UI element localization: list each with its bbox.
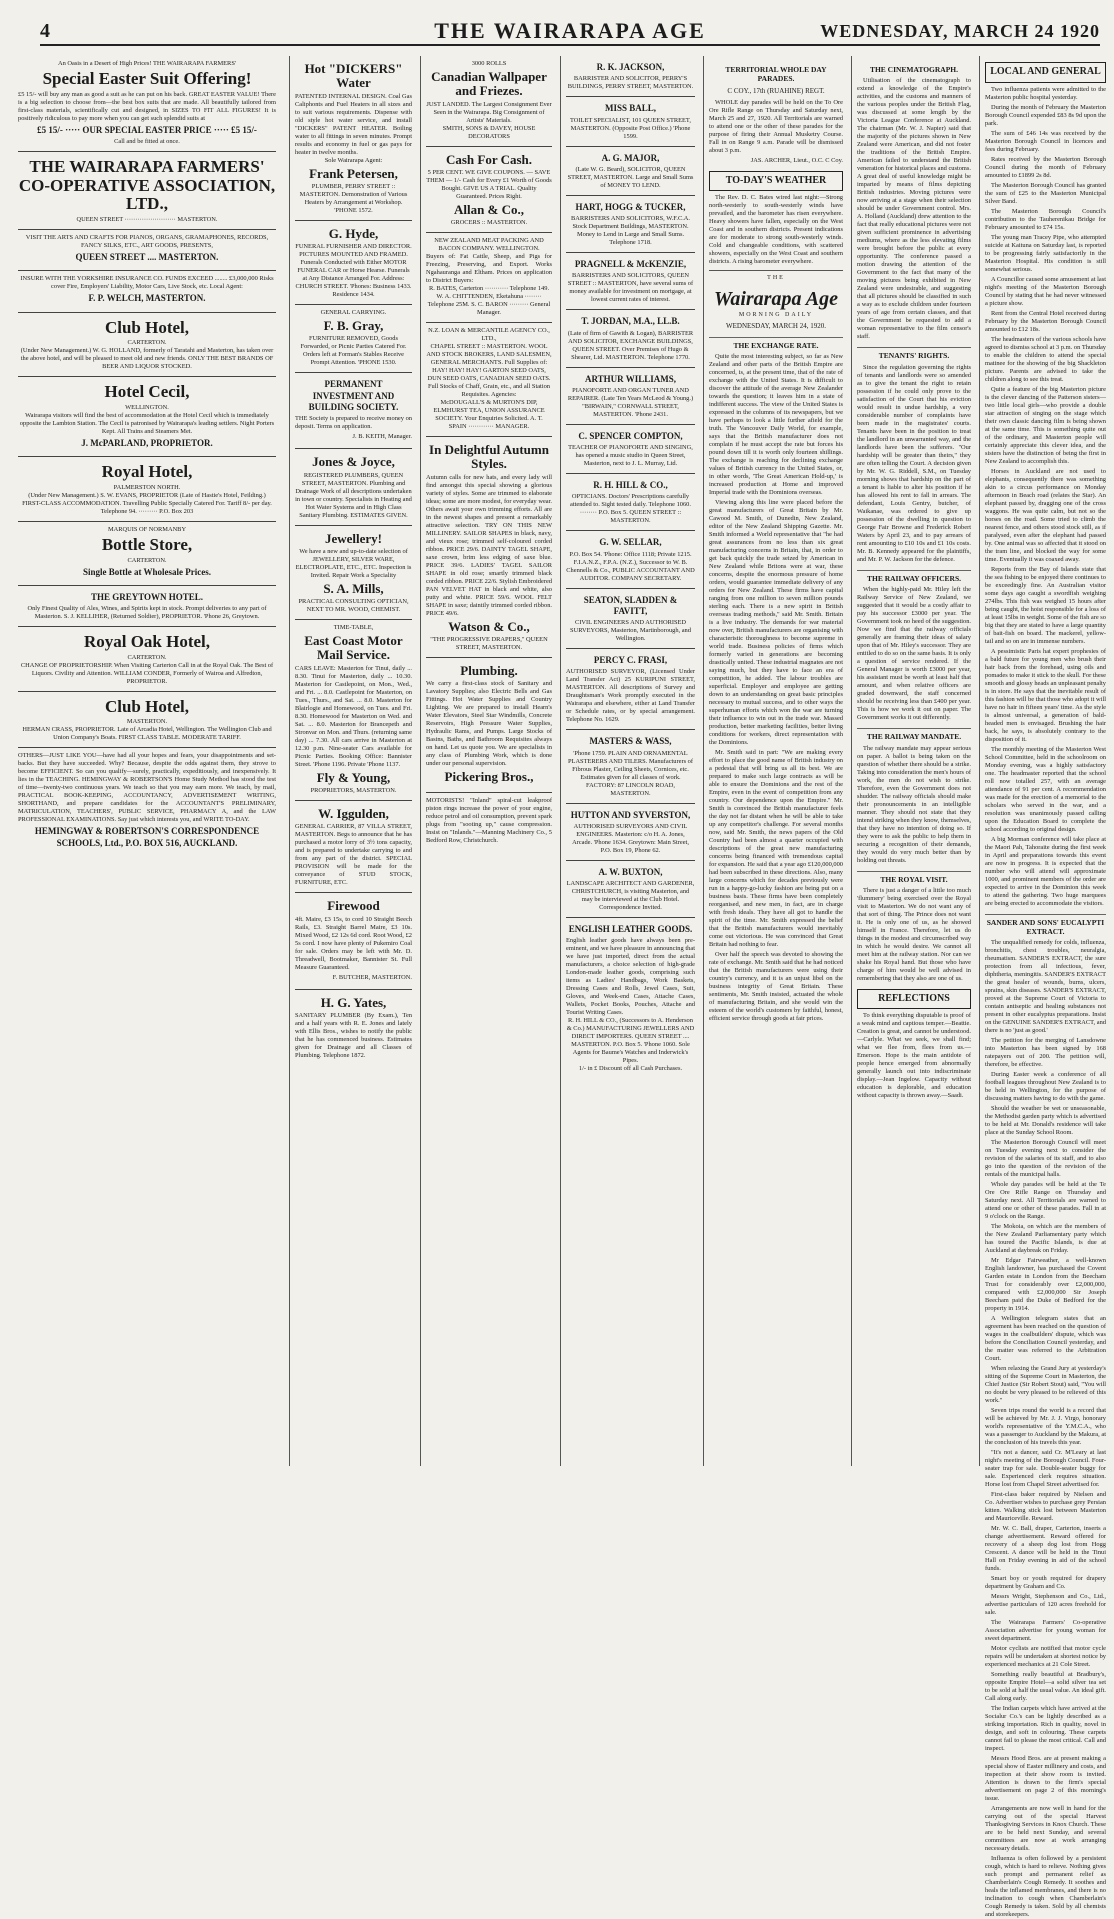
ad-body: We carry a first-class stock of Sanitary and Lavatory Supplies; also Electric Bells and Gas Fittings. Hot Water Supplies and Country Lighting. We are prepared to install Hearn's Water Elevators, Steel Star Windmills, Concrete Reservoirs, High Pressure Water Supplies, Hydraulic Rams, and Pumps. Large Stocks of Basins, Baths, and Bathroom Requisites always on hand. Let us quote you. We are specialists in any class of Plumbing Work, which is done under our personal supervision.: [426, 680, 552, 768]
card-sellar: [566, 531, 695, 588]
ad-body: 'Phone 1759. PLAIN AND ORNAMENTAL PLASTERERS AND TILERS. Manufacturers of Fibrous Plaster, Ceiling Sheets, Cornices, etc. Estimates given for all classes of work. FACTORY: 87 LINCOLN ROAD, MASTERTON.: [567, 749, 694, 797]
ad-body: BARRISTER AND SOLICITOR, PERRY'S BUILDINGS, PERRY STREET, MASTERTON.: [567, 75, 694, 91]
article-paragraph: Mr. Smith said in part: "We are making every effort to place the good name of British industry on a pedestal that will bring us all its best. We are prepared to make such large contracts as will be able to ensure the Dominions and the rest of the Empire, even in the event of competition from any country. Our dependence upon the Empire." Mr. Smith is convinced the British manufacturer feels the day not far distant when he will be able to take up any competitor's challenge. For several months now, said Mr. Smith, the news papers of the Old Country had been almost a quarter occupied with descriptions of the great new manufacturing concerns being financed with tremendous capital for expansion. He said that a year ago £120,000,000 had been subscribed in these directions. Also, many large concerns which for decades previously were run in a happy-go-lucky fashion are being put on a business basis. These firms have been completely reorganised, and new men, in fact, are in charge with fresh ideals. They have all got to handle the spirit of the time. Mr. Smith expressed the belief that the British manufacturers would inevitably come out victorious. He was convinced that Great Britain had nothing to fear.: [709, 749, 843, 949]
ad-body: PATENTED INTERNAL DESIGN. Coal Gas Caliphonts and Fuel Heaters in all sizes and to suit various requirements. Dispense with old style hot water service, and install "DICKERS" PATENT HEATER. Boiling water to all fittings in seven minutes. Prompt results and economy in fuel or gas pays for heater in twelve months.: [295, 92, 412, 156]
section-heading: SANDER AND SONS' EUCALYPTI EXTRACT.: [985, 914, 1106, 937]
ad-title: Allan & Co.,: [453, 201, 525, 217]
ad-body: SANITARY PLUMBER (By Exam.), Ten and a half years with R. E. Jones and lately with Ellis Bros., wishes to notify the public that he has commenced business. Estimates given for Drainage and all Classes of Plumbing. Telephone 1872.: [295, 1011, 412, 1059]
news-item: First-class baker required by Nielsen and Co. Advertiser wishes to purchase grey Persian kitten. Walking stick lost between Masterton and Mauriceville. Reward.: [985, 1491, 1106, 1523]
ad-body: GROCERS :: MASTERTON.: [450, 219, 528, 227]
news-item: Motor cyclists are notified that motor cycle repairs will be undertaken at shortest notice by experienced mechanics at 21 Cole Street.: [985, 1645, 1106, 1669]
news-item: A Wellington telegram states that an agreement has been reached on the question of wages in the coalbuilders' dispute, which was before the Conciliation Council yesterday, and the matter was referred to the Arbitration Court.: [985, 1315, 1106, 1363]
ad-title: Club Hotel,: [104, 317, 190, 337]
ad-title: Pickering Bros.,: [444, 769, 534, 785]
news-item: Something really beautiful at Bradbury's, opposite Empire Hotel—a solid silver tea set to be sold at half the usual value. An ideal gift. Call along early.: [985, 1671, 1106, 1703]
ad-body: (Late of firm of Gawith & Logan), BARRISTER AND SOLICITOR, EXCHANGE BUILDINGS, QUEEN STREET. Over Premises of Hugo & Shearer, Ltd. MASTERTON. Telephone 1770.: [567, 329, 694, 361]
news-item: Messrs Wright, Stephenson and Co., Ltd., advertise particulars of 120 acres freehold for sale.: [985, 1593, 1106, 1617]
ad-body: Single Bottle at Wholesale Prices.: [82, 566, 212, 577]
article-signature: JAS. ARCHER, Lieut., O.C. C Coy.: [750, 156, 843, 164]
ad-body: AUTHORISED SURVEYOR, (Licensed Under Land Transfer Act) 25 KURIPUNI STREET, MASTERTON. All descriptions of Survey and Draughtsman's Work promptly executed in the Wairarapa and elsewhere, either at Land Transfer or Schedule rates, or by special arrangement. Telephone No. 1629.: [566, 668, 695, 724]
column-7: [979, 56, 1111, 1919]
ad-body: LANDSCAPE ARCHITECT AND GARDENER, CHRISTCHURCH, is visiting Masterton, and may be interviewed at the Club Hotel. Correspondence Invited.: [566, 880, 695, 911]
ad-body: PLUMBER, PERRY STREET :: MASTERTON. Demonstration of Various Heaters by Arrangement at Workshop. 'PHONE 1572.: [299, 182, 408, 214]
ad-body: VISIT THE ARTS AND CRAFTS FOR PIANOS, ORGANS, GRAMAPHONES, RECORDS, FANCY SILKS, ETC., ART GOODS, PRESENTS,: [25, 234, 269, 249]
correspondence-school-ad: [18, 748, 276, 856]
ad-title: Cash For Cash.: [445, 151, 533, 167]
ad-body: REGISTERED PLUMBERS, QUEEN STREET, MASTERTON. Plumbing and Drainage Work of all descriptions undertaken in town or country. Specialists in Heating and Hot Water Systems and in High Class Sanitary Plumbing. ESTIMATES GIVEN.: [295, 471, 412, 519]
news-item: "It's not a dancer, said Cr. M'Leary at last night's meeting of the Borough Council. Four-seater trap for sale. Double-seater buggy for sale. Experienced clerk requires situation. Horse lost from Chapel Street advertised for.: [985, 1449, 1106, 1489]
news-item: Arrangements are now well in hand for the carrying out of the special Harvest Thanksgiving Services in Knox Church. These are to be held next Sunday, and several committees are now at work arranging necessary details.: [985, 1805, 1106, 1853]
card-masters-wass: [566, 730, 695, 803]
news-item: The petition for the merging of Lansdowne into Masterton has been signed by 168 ratepayers out of 200. The petition will, therefore, be effective.: [985, 1037, 1106, 1069]
ad-title: C. SPENCER COMPTON,: [578, 430, 683, 441]
column-4: [560, 56, 700, 1466]
ad-title: East Coast Motor Mail Service.: [304, 633, 403, 663]
ad-body: P.O. Box 54. 'Phone: Office 1118; Private 1215. F.I.A.N.Z., F.P.A. (N.Z.), Successor to W. B. Chennells & Co., PUBLIC ACCOUNTANT AND AUDITOR. COMPANY SECRETARY.: [566, 550, 695, 582]
ad-town: CARTERTON.: [127, 339, 167, 347]
card-major: [566, 147, 695, 196]
news-item: Seven trips round the world is a record that will be achieved by Mr. J. J. Virgo, honorary world's representative of the Y.M.C.A., who was a passenger to Auckland by the Makura, at the conclusion of his travels this year.: [985, 1407, 1106, 1447]
news-item: Rent from the Central Hotel received during February by the Masterton Borough Council amounted to £12 18s.: [985, 309, 1106, 333]
ad-town: MASTERTON.: [126, 718, 168, 726]
article-paragraph: There is just a danger of a little too much 'flummery' being exercised over the Royal visit to Masterton. We do not want any of that sort of thing. The Prince does not want it. He is only one of us, as he showed himself in France. Therefore, let us do things in the modest and circumscribed way in which he would desire. We cannot all meet him at the railway station. Nor can we shake his Royal hand. But those who have charge of him would be well advised in remembering that they also are one of us.: [857, 886, 971, 982]
ad-kicker: MARQUIS OF NORMANBY: [107, 525, 187, 533]
article-paragraph: Since the regulation governing the rights of tenants and landlords were so amended as to give the tenant the right to retain possession if he could only prove to the satisfaction of the Court that his eviction would result in undue hardship, a very considerable number of complaints have been made in the magistrates' courts. Tenants have been in the position to treat the landlord in an unwarranted way, and the landlords have been the sufferers. "Our hardship will be greater than theirs," they are often telling the Court. A decision given by Mr. W. G. Riddell, S.M., on Tuesday morning shows that hardship on the part of a tenant is liable to alter his position if he has allowed his rent to fall in arrears. The defendant, Louis Gentry, butcher, of Waikanae, was ordered to give up possession of the dwelling in question to George Fair Browne and Frederick Robert Waters by April 23, and to pay arrears of rent amounting to £10 10s and £1 10s costs. Mr. B. Kennedy appeared for the plaintiffs, and Mr. P. W. Jackson for the defence.: [857, 363, 971, 563]
card-compton: [566, 425, 695, 474]
ad-title: MASTERS & WASS,: [589, 736, 672, 747]
news-item: During the month of February the Masterton Borough Council expended £83 8s 9d upon the park.: [985, 103, 1106, 127]
building-society-ad: [295, 373, 412, 449]
ad-body: English leather goods have always been pre-eminent, and we have pleasure in announcing that we have just imported, direct from the actual manufacturers, a choice selection of high-grade London-made leather goods, comprising such items as Ladies' Handbags, Work Baskets, Dressing Cases and Rolls, Jewel Cases, Suit, Gloves, and Week-end Cases, Attache Cases, Wallets, Pocket Books, Pouches, Attache and Tourist Writing Cases.: [566, 937, 695, 1017]
ad-address: QUEEN STREET ························ MASTERTON.: [76, 216, 218, 223]
ad-title: A. W. BUXTON,: [598, 866, 663, 877]
ad-title: T. JORDAN, M.A., LL.B.: [581, 316, 680, 327]
section-subheading: C COY., 17th (RUAHINE) REGT.: [727, 86, 825, 95]
ad-town: CARTERTON.: [127, 653, 167, 661]
column-6: [851, 56, 976, 1466]
ad-kicker: 3000 ROLLS: [471, 60, 507, 67]
column-5: [703, 56, 848, 1466]
ad-title: PERMANENT INVESTMENT AND BUILDING SOCIETY.: [308, 379, 399, 412]
ad-body: Autumn calls for new hats, and every lady will find amongst this special showing a glorious variety of styles. Some are trimmed to elaborate ideas; some are more modest, for everyday wear. Others await your own trimming efforts. All are in the newest shapes and present a remarkably attractive selection. TRY ON THIS NEW MILLINERY. SAILOR SHAPES in black, navy, and vieux rose; trimmed self-coloured corded ribbon. PRICE 29/6. DAINTY TAGEL SHAPE, saxe crown, brim less edging of saxe blue. PRICE 39/6. LADIES' TAGEL SAILOR SHAPE in old rose; smartly trimmed black corded ribbon. PRICE 22/6. Stylish Embroidered PAN VELVET HAT in black and white, also putty and white. PRICE 59/6. WOOL FELT SHAPE in saxe; daintily trimmed corded ribbon. PRICE 49/6.: [426, 473, 552, 617]
ad-title: Jewellery!: [324, 530, 383, 546]
ad-title: Plumbing.: [460, 663, 518, 679]
ad-body: AUTHORISED SURVEYORS AND CIVIL ENGINEERS. Masterton: c/o H. A. Jones, Arcade. 'Phone 1634. Greytown: Main Street, P.O. Box 19, Phone 62.: [572, 822, 689, 854]
column-1: [12, 56, 282, 1466]
news-item: A Councillor caused some amusement at last night's meeting of the Masterton Borough Council by stating that he had never witnessed a picture show.: [985, 275, 1106, 307]
ad-body: OTHERS—JUST LIKE YOU—have had all your hopes and fears, your disappointments and set-backs. But they have succeeded. Why? Because, despite the odds against them, they strove to become EFFICIENT. So can you qualify—surely, practically, expeditiously, and inexpensively. It lies in the TEACHING. HEMINGWAY & ROBERTSON'S Home Study Method has stood the test of time—twenty-two continuous years. We teach so that you may earn more. We teach, by mail, PRACTICAL BOOK-KEEPING, ACCOUNTANCY, ADVERTISEMENT WRITING, SHORTHAND, and prepare candidates for the ACCOUNTANT'S PRELIMINARY, MATRICULATION, TEACHERS', PUBLIC SERVICE, PHARMACY A, and the LAW PROFESSIONAL EXAMINATIONS. Say just which interests you, and WRITE TO-DAY.: [18, 752, 276, 824]
ad-town: PALMERSTON NORTH.: [113, 483, 181, 491]
news-item: Should the weather be wet or unseasonable, the Methodist garden party which is advertised to be held at Mr. Donald's residence will take place at the Sunday School Room.: [985, 1105, 1106, 1137]
plumbers-ad: [295, 449, 412, 525]
ad-title: Royal Oak Hotel,: [83, 632, 211, 651]
general-carrier-ad: [295, 801, 412, 893]
ad-body: HERMAN CRASS, PROPRIETOR. Late of Arcadia Hotel, Wellington. The Wellington Club and Union Company's Boats. FIRST CLASS TABLE. MODERATE TARIFF.: [22, 726, 272, 742]
ad-signature: F. BUTCHER, MASTERTON.: [332, 973, 412, 981]
ad-body: We have a new and up-to-date selection of JEWELLERY, SILVER WARE, ELECTROPLATE, ETC., ETC. Inspection is Invited. Repair Work a Speciality: [295, 547, 412, 579]
leather-goods-ad: [566, 918, 695, 1078]
loan-mercantile-ad: [426, 323, 552, 437]
bottle-store-ad: [18, 522, 276, 586]
reflections-heading: REFLECTIONS: [857, 989, 971, 1010]
article-paragraph: Utilisation of the cinematograph to extend a knowledge of the Empire's activities, and the customs and manners of the various peoples under the British Flag, was discussed at some length by the Victoria League Conference at Auckland. The chairman (Mr. W. J. Napier) said that the majority of the pictures shown in New Zealand were American, and did not foster the traditions of the British Empire. American failed to understand the British veneration for historical places and customs. A great deal of useful knowledge might be imparted by means of films depicting British industries. Moving pictures were now arriving at a stage when their selection should be under Government control. Mrs. A. Holland (Auckland) drew attention to the fact that really educational pictures were not given sufficient prominence in advertising mediums, where as the less elevating films were brought before the public at every opportunity. The conference passed a motion drawing the attention of the Government to the fact that many of the moving pictures being exhibited in New Zealand were undesirable, and suggesting that all pictures should be classified in such a way as to exclude children under fourteen years of age from certain classes, and that the Government be requested to add a woman representative to the film censor's staff.: [857, 77, 971, 341]
news-item: The Wairarapa Farmers' Co-operative Association advertise for young woman for sweet department.: [985, 1619, 1106, 1643]
ad-title: N.Z. LOAN & MERCANTILE AGENCY CO., LTD.,: [428, 327, 550, 343]
news-item: The monthly meeting of the Masterton West School Committee, held in the schoolroom on Monday evening, was a highly satisfactory one. The headmaster reported that the school roll now totalled 257, with an average attendance of 91 per cent. A recommendation was made for the erection of a memorial to the scholars who served in the war, and a resolution was unanimously passed calling upon the Education Board to complete the school according to original design.: [985, 745, 1106, 833]
ad-body: CHANGE OF PROPRIETORSHIP. When Visiting Carterton Call in at the Royal Oak. The Best of Liquors. Civility and Attention. WILLIAM CONDER, Formerly of Wairoa and Alfredton, PROPRIETOR.: [20, 661, 274, 685]
millinery-ad: [426, 437, 552, 658]
section-heading: THE CINEMATOGRAPH.: [869, 65, 959, 74]
card-williams: [566, 368, 695, 425]
ad-title: SEATON, SLADDEN & FAVITT,: [583, 594, 678, 616]
ad-signature: J. B. KEITH, Manager.: [352, 433, 412, 441]
ad-body: (Late W. G. Beard), SOLICITOR, QUEEN STREET, MASTERTON. Large and Small Sums of MONEY TO LEND.: [567, 165, 694, 189]
news-item: Horses in Auckland are not used to elephants, consequently there was something akin to a circus performance on Monday afternoon in Beach road (relates the Star). An elephant passed by, dragging one of the cross waggons. He was quite calm, but not so the horses on the road. Some tried to climb the nearest fence, and others stood stock still, as if paralysed, even after the elephant had passed by. One animal was so affected that it stood on the tram line, and blocked the way for some time. Eventually it was coaxed away.: [985, 467, 1106, 563]
news-item: Reports from the Bay of Islands state that the sea fishing to be enjoyed there continues to be exceedingly fine. An Australian visitor some days ago caught a swordfish weighing 274lbs. This fish was weighed 15 hours after being caught, the hoist responsible for a loss of at least 15lbs in weight. Some of the fish are so big that they are stated to have a large quantity of bait-fish on board. The mackerel, yellow-tail and so on are in immense numbers.: [985, 565, 1106, 645]
ad-title: Special Easter Suit Offering!: [42, 69, 252, 88]
greytown-hotel-ad: [18, 586, 276, 627]
ad-title: W. Iggulden,: [318, 806, 389, 822]
club-hotel-carterton-ad: [18, 313, 276, 378]
ad-title: PRAGNELL & McKENZIE,: [574, 259, 687, 269]
dickers-heater-ad: [295, 56, 412, 221]
ad-signature: J. McPARLAND, PROPRIETOR.: [81, 437, 213, 448]
ad-title: Club Hotel,: [104, 696, 190, 716]
card-miss-ball: [566, 97, 695, 146]
ad-agent: F. P. WELCH, MASTERTON.: [88, 293, 206, 304]
ad-title: H. G. Yates,: [320, 994, 387, 1010]
ad-title: Royal Hotel,: [101, 462, 193, 482]
page-number: 4: [40, 20, 50, 42]
ad-body: JUST LANDED. The Largest Consignment Ever Seen in the Wairarapa. Big Consignment of Artists' Materials.: [426, 100, 552, 124]
card-jackson: [566, 56, 695, 97]
insurance-ad: [18, 271, 276, 312]
news-item: The unqualified remedy for colds, influenza, bronchitis, chest troubles, neuralgia, rheumatism. SANDER'S EXTRACT, the sure protection from all infectious, fever, diphtheria, meningitis. SANDER'S EXTRACT the great healer of wounds, burns, ulcers, sprains, skin diseases. SANDER'S EXTRACT, proved at the Supreme Court of Victoria to contain antiseptic and healing substances not present in other eucalyptus preparations. Insist on the GENUINE SANDER'S EXTRACT, and there is no 'just as good.': [985, 939, 1106, 1035]
card-jordan: [566, 310, 695, 367]
ad-signature: Sole Wairarapa Agent:: [324, 156, 383, 164]
article-paragraph: The railway mandate may appear serious on paper. A ballot is being taken on the question of whether there should be a strike. Taking into consideration the men's hours of work, the men do not wish to strike. Therefore, even the Government does not shudder. The railway officials should make their pronouncements in an intelligible manner. They should not state that they intend striking when they know, themselves, that they have no intention of doing so. If they were to ask the public to help them in securing a recognition of their demands, they would do very much better than by holding out threats.: [857, 744, 971, 864]
news-item: Whole day parades will be held at the Te Ore Ore Rifle Range on Thursday and Saturday next. All Territorials are warned to attend one or other of these parades. Fall in at 9 o'clock on the Range.: [985, 1181, 1106, 1221]
ad-body: Wairarapa visitors will find the best of accommodation at the Hotel Cecil which is immediately opposite the Lambton Station. The Cecil is patronised by Wairarapa's leading settlers. Night Porters Kept. All Trains and Steamers Met.: [19, 411, 275, 435]
ad-body: PROPRIETORS, MASTERTON.: [310, 787, 397, 795]
royal-oak-hotel-ad: [18, 627, 276, 692]
ad-signature: HEMINGWAY & ROBERTSON'S CORRESPONDENCE SCHOOLS, Ltd., P.O. BOX 516, AUCKLAND.: [34, 826, 260, 848]
easter-suit-ad: [18, 56, 276, 152]
ad-title: R. H. HILL & CO.,: [593, 480, 668, 490]
issue-date: WEDNESDAY, MARCH 24 1920: [820, 21, 1100, 41]
news-item: Two influenza patients were admitted to the Masterton public hospital yesterday.: [985, 85, 1106, 101]
jewellery-ad: [295, 526, 412, 621]
ad-title: G. W. SELLAR,: [599, 537, 662, 548]
ad-kicker: TIME-TABLE,: [333, 624, 374, 632]
card-hart-hogg-tucker: [566, 196, 695, 253]
ad-title: MISS BALL,: [604, 103, 657, 114]
reflections-quotes: To think everything disputable is proof of a weak mind and captious temper.—Beattie. Creation is great, and cannot be understood.—Carlyle. What we seek, we shall find; what we flee from, flees from us.—Emerson. Hope is the main antidote of people hence emerged from abnormally generally launch out into indiscriminate display.—Jean Ingelow. Capacity without education is deplorable, and education without capacity is thrown away.—Saadi.: [857, 1012, 971, 1100]
weather-report: The Rev. D. C. Bates wired last night:—Strong north-westerly to south-westerly winds have prevailed, and the barometer has risen everywhere. Heavy showers have fallen, especially on the West Coast and in southern districts. Present indications are for moderate to strong south-westerly winds. Cold and changeable conditions, with scattered showers, especially on the West Coast and southern districts. A rising barometer everywhere.: [709, 194, 843, 265]
card-hutton: [566, 804, 695, 861]
section-heading: TERRITORIAL WHOLE DAY PARADES.: [725, 65, 827, 84]
news-item: Quite a feature of the big Masterton picture is the clever dancing of the Patterson sisters—two little local girls—who provide a double star attraction of singing on the stage which their own classic dancing film is being shown at the same time. This is something quite out of the ordinary, and Masterton people will certainly appreciate this clever idea, and the sisters have the distinction of being the first in New Zealand to accomplish this.: [985, 385, 1106, 465]
ad-title: ENGLISH LEATHER GOODS.: [568, 924, 693, 934]
ad-title: HART, HOGG & TUCKER,: [575, 201, 686, 212]
news-item: The sum of £46 14s was received by the Masterton Borough Council in licences and fees during February.: [985, 129, 1106, 153]
ad-title: ARTHUR WILLIAMS,: [584, 373, 677, 384]
ad-title: Hot "DICKERS" Water: [304, 61, 403, 91]
ad-title: HUTTON AND SYVERSTON,: [570, 809, 691, 820]
section-heading: THE RAILWAY OFFICERS.: [857, 570, 971, 583]
ad-body: THE Society is prepared to receive money on deposit. Terms on application.: [295, 415, 412, 431]
article-paragraph: Over half the speech was devoted to showing the rate of exchange. Mr. Smith said that he had noticed that the British manufacturers were using their country's currency, and it is an unjust libel on the business integrity of Great Britain. These sentiments, Mr. Smith insisted, actuated the whole of manufacturing Britain, and she would win the esteem of the world's customers by faithful, honest, efficient service through goods at fair prices.: [709, 951, 843, 1023]
ad-title: Watson & Co.,: [448, 618, 530, 634]
meat-packing-ad: [426, 233, 552, 323]
article-paragraph: Viewing along this line were placed before the great manufacturers of Great Britain by Mr. Cawood M. Smith, of Dunedin, New Zealand, editor of the New Zealand Shipping Gazette. Mr. Smith informed a World representative that "he had great assurances from no less than six great manufacturing concerns in Britain, that, in order to get back quickly the trade seized by American in New Zealand while Britons were at war, these concerns, despite the enormous pressure of home orders, would guarantee immediate delivery of any orders for New Zealand. These firms have capital ranging from one million to seven million pounds sterling each. There is a new spirit in British overseas trading methods," said Mr. Smith. Britain is a live industry. The demands for war material now over, British manufacturers are organising with characteristic thoroughness to become supreme in world trade. Business policies of firms which formerly varied in generations are becoming drastically united. These industrial magnates are not saying much, but they have to face an era of competition, he added. The labour troubles are superficial. Employer and employee are getting down to an understanding on great basic principles necessary to mutual success, and to other ways the superhuman efforts which won the war are turning their influence to win out in the trade war. Massed production, better marketing facilities, better living conditions for workers, direct representation with the Dominions.: [709, 499, 843, 747]
news-item: Smart boy or youth required for drapery department by Graham and Co.: [985, 1575, 1106, 1591]
ad-signature: R. H. HILL & CO., (Successors to A. Henderson & Co.) MANUFACTURING JEWELLERS AND DIRECT IMPORTERS. QUEEN STREET .... MASTERTON. P.O. Box 5. 'Phone 1060. Sole Agents for Baume's Watches and Inderwick's Pipes.: [566, 1017, 695, 1065]
ad-note: 1/- in £ Discount off all Cash Purchases.: [578, 1065, 683, 1073]
ad-town: WELLINGTON.: [125, 403, 169, 411]
hotel-cecil-ad: [18, 377, 276, 457]
section-heading: THE EXCHANGE RATE.: [709, 337, 843, 350]
ad-title: R. K. JACKSON,: [596, 62, 665, 72]
ad-title: G. Hyde,: [328, 225, 379, 241]
ad-title: Canadian Wallpaper and Friezes.: [431, 69, 547, 99]
weather-heading: TO-DAY'S WEATHER: [709, 171, 843, 192]
ad-body: TEACHER OF PIANOFORTE AND SINGING, has opened a music studio in Queen Street, Masterton, next to J. L. Murray, Ltd.: [568, 444, 693, 467]
ad-title: A. G. MAJOR,: [601, 152, 660, 163]
news-item: Mr Edgar Fairweather, a well-known English landowner, has purchased the Covent Garden estate in London from the Beecham Trust for considerably over £2,000,000, compared with £2,000,000 Sir Joseph Beecham paid the Duke of Bedford for the property in 1914.: [985, 1257, 1106, 1313]
club-hotel-masterton-ad: [18, 692, 276, 749]
funeral-director-ad: [295, 221, 412, 305]
ad-telephone: Telephone 94. ········· P.O. Box 203: [100, 507, 194, 515]
news-item: Rates received by the Masterton Borough Council during the month of February amounted to £1899 2s 8d.: [985, 155, 1106, 179]
card-seaton: [566, 589, 695, 650]
ad-body: 5 PER CENT. WE GIVE COUPONS. — SAVE THEM — 1/- Cash for Every £1 Worth of Goods Bought. GIVE US A TRIAL. Quality Guaranteed. Prices Right.: [426, 168, 552, 200]
ad-body: TOILET SPECIALIST, 101 QUEEN STREET, MASTERTON. (Opposite Post Office.) 'Phone 1599.: [570, 116, 691, 140]
motor-mail-ad: [295, 620, 412, 801]
ad-town: CARTERTON.: [127, 556, 167, 564]
editorial-date: WEDNESDAY, MARCH 24, 1920.: [726, 322, 826, 330]
ad-title: THE WAIRARAPA FARMERS' CO-OPERATIVE ASSOCIATION, LTD.,: [18, 156, 276, 214]
article-paragraph: Quite the most interesting subject, so far as New Zealand and other parts of the British Empire are concerned, is, at the present time, that of the rate of exchange with the United States. It is difficult to discover the attitude of the average New Zealander towards the question; it leaves him in a state of indifferent success. The view of the United States is expressed in the columns of its newspapers, but we have perhaps to look a little further afield for the truth. The Vancouver Daily World, for example, says that the British manufacturer does not complain if he must accept the rate but forces his pound down till it is worth only fourteen shillings. The exchange is reaching for declining exchange values of British currency in the United States, or, in other words, 'The Great American Hold-up,' is increased production at Home and improved Imperial trade with the Dominions overseas.: [709, 353, 843, 497]
ad-body: CARS LEAVE: Masterton for Tinui, daily ... 8.30. Tinui for Masterton, daily ... 10.30. Masterton for Castlepoint, on Mon., Wed., and Fri. ... 8.0. Castlepoint for Masterton, on Tues., Thurs., and Sat. ... 8.0. Masterton for Blairlogie and Homewood, on Tues. and Fri. 8.30. Homewood for Masterton on Wed. and Sat. ... 8.0. Masterton for Brancepeth and Stronvar on Mon. and Thurs. (returning same day) ... 7.30. All cars arrive in Masterton at 12.30 p.m. Nine-seater Cars available for Picnic Parties. Booking Office: Bannister Street. 'Phone 1196. Private 'Phone 1137.: [295, 664, 412, 768]
news-item: During Easter week a conference of all football leagues throughout New Zealand is to be held in Wellington, for the purpose of discussing matters having to do with the game.: [985, 1071, 1106, 1103]
card-hill: [566, 474, 695, 531]
newspaper-title: THE WAIRARAPA AGE: [434, 18, 706, 43]
firewood-ad: [295, 893, 412, 989]
ad-body: BARRISTERS AND SOLICITORS, QUEEN STREET :: MASTERTON, have several sums of money available for investment on mortgage, at lowest current rates of interest.: [567, 272, 694, 304]
news-item: A pessimistic Paris hat expert prophesies of a bald future for young men who brush their hair back from the forehead, using oils and pomades to make it stick to the skull. For these smooth and glossy heads an unpleasant penalty is in store. He says that the inevitable result of this fashion will be that those who adopt it will have no hair in fifteen years' time. As the style is almost universal, a generation of bald-headed men is envisaged. Brushing the hair back, he says, is absolutely contrary to the disposition of it.: [985, 647, 1106, 743]
ad-kicker: An Oasis in a Desert of High Prices! THE WAIRARAPA FARMERS': [57, 60, 237, 67]
farmers-association-ad: [18, 152, 276, 230]
article-paragraph: When the highly-paid Mr. Hiley left the Railway Service of New Zealand, we suggested that it would be a costly affair to pay his successor £3000 per year. The Government took no heed of the suggestion. Now we find that the railway officials generally are framing their ideas of salary upon that of Mr. Hiley's successor. They are entitled to do so on the same basis. It is only a question of service rendered. If the General Manager is worth £3000 per year, his assistant must be worth at least half that amount, and when relative officers are graded downward, the staff concerned should be receiving less than £400 per year. This is how we work it out on paper. The Government works it out differently.: [857, 586, 971, 722]
ad-body: CHAPEL STREET :: MASTERTON. WOOL AND STOCK BROKERS, LAND SALESMEN, GENERAL MERCHANTS. Full Supplies of: HAY! HAY! HAY! GARTON SEED OATS, DUN SEED OATS, CANADIAN SEED OATS. Full Stocks of Chaff, Grain, etc., and all Station Requisites. Agencies:: [426, 343, 552, 399]
ad-signature: SMITH, SONS & DAVEY, HOUSE DECORATORS: [442, 124, 536, 140]
news-item: The Masterton Borough Council's contribution to the Tauherenikau Bridge for February amounted to £74 15s.: [985, 207, 1106, 231]
ad-body: (Under New Management.) W. G. HOLLAND, formerly of Taratahi and Masterton, has taken over the above hotel, and will be pleased to meet old and new friends. ONLY THE BEST BRANDS OF BEER AND LIQUOR STOCKED.: [20, 347, 274, 371]
ad-body: CIVIL ENGINEERS AND AUTHORISED SURVEYORS, Masterton, Martinborough, and Wellington.: [570, 619, 691, 642]
editorial-subtitle: MORNING DAILY: [738, 311, 814, 318]
cash-for-cash-ad: [426, 147, 552, 234]
ad-body: (Under New Management.) S. W. EVANS, PROPRIETOR (Late of Hastie's Hotel, Feilding.) FIRST-CLASS ACCOMMODATION. Travelling Public Specially Catered For. Tariff 8/- per day.: [22, 491, 272, 507]
card-buxton: [566, 861, 695, 918]
ad-body: "THE PROGRESSIVE DRAPERS," QUEEN STREET, MASTERTON.: [430, 636, 548, 652]
editorial-masthead: Wairarapa Age: [714, 287, 838, 310]
news-item: When relaxing the Grand Jury at yesterday's sitting of the Supreme Court in Masterton, the Chief Justice (Sir Robert Stout) said, "You will no doubt be very pleased to be relieved of this work.": [985, 1365, 1106, 1405]
ad-body: BARRISTERS AND SOLICITORS, W.F.C.A. Stock Department Buildings, MASTERTON. Money to Lend in Large and Small Sums. Telephone 1718.: [570, 215, 691, 246]
news-item: The young man Tracey Pipe, who attempted suicide at Kaituna on Saturday last, is reported to be progressing fairly satisfactorily in the Masterton Hospital. His condition is still somewhat serious.: [985, 233, 1106, 273]
ad-title: Bottle Store,: [101, 534, 193, 554]
piston-rings-ad: [426, 793, 552, 850]
section-heading: TENANTS' RIGHTS.: [857, 347, 971, 360]
carrier-ad: [295, 305, 412, 373]
ad-title: Frank Petersen,: [309, 165, 398, 181]
ad-note: Call and be fitted at once.: [114, 137, 180, 145]
ad-title: PERCY C. FRASI,: [593, 655, 668, 665]
ad-title: In Delightful Autumn Styles.: [429, 442, 549, 472]
ad-body: PRACTICAL CONSULTING OPTICIAN, NEXT TO MR. WOOD, CHEMIST.: [298, 598, 409, 614]
ad-body: Buyers of: Fat Cattle, Sheep, and Pigs for Freezing, Preserving, and Export. Works Ngahauranga and Eltham. Prices on application to District Buyers:: [426, 253, 552, 285]
ad-body: 4ft. Maire, £3 15s, to cord 10 Straight Beech Rails, £3. Straight Barrel Maire, £3 10s. Mixed Wood, £2 12s 6d cord. Root Wood, £2 5s cord. I now have plenty of Pukemiro Coal for sale. Orders may be left with Mr. D. Threadwell, Bootmaker, Bannister St. Full Measure Guaranteed.: [295, 915, 412, 971]
royal-hotel-ad: [18, 457, 276, 522]
news-item: The headmasters of the various schools have agreed to dismiss school at 3 p.m. on Thursday to enable the children to attend the special matinee for the showing of the big Shackleton picture. Parents are advised to take the children along to see this treat.: [985, 335, 1106, 383]
local-general-heading: LOCAL AND GENERAL: [985, 62, 1106, 83]
arts-crafts-ad: [18, 230, 276, 271]
ad-body: OPTICIANS. Doctors' Prescriptions carefully attended to. Sight tested daily. Telephone 1060. ········ P.O. Box 5. QUEEN STREET :: MASTERTON.: [570, 493, 691, 525]
ad-title: Fly & Young,: [316, 769, 391, 785]
news-item: The Indian carpets which have arrived at the Socialur Co.'s can be lightly described as a striking importation. Rich in quality, novel in design, and soft in colouring. These carpets cannot fail to please the most critical. Call and inspect.: [985, 1705, 1106, 1753]
ad-body: FURNITURE REMOVED, Goods Forwarded, or Picnic Parties Catered For. Orders left at Forman's Stables Receive Prompt Attention. 'PHONE 1530.: [300, 335, 407, 367]
ad-body: Only Finest Quality of Ales, Wines, and Spirits kept in stock. Prompt deliveries to any part of Masterton. S. J. KELLIHER, (Returned Soldier), PROPRIETOR. 'Phone 26, Greytown.: [27, 605, 267, 620]
ad-address: QUEEN STREET .... MASTERTON.: [75, 252, 219, 262]
news-item: The Masterton Borough Council has granted the sum of £25 to the Masterton Municipal Silver Band.: [985, 181, 1106, 205]
ad-signature: R. BATES, Carterton ··········· Telephone 149. W. A. CHITTENDEN, Eketahuna ········ Telephone 25M. S. C. BARON ········· General Manager.: [427, 285, 551, 317]
news-item: Influenza is often followed by a persistent cough, which is hard to relieve. Nothing gives such prompt and permanent relief as Chamberlain's Cough Remedy. It soothes and heals the inflamed membranes, and there is no inclination to cough when Chamberlain's Cough Remedy is taken. Sold by all chemists and storekeepers.: [985, 1855, 1106, 1919]
column-2: [289, 56, 417, 1466]
news-item: Messrs Hood Bros. are at present making a special show of Easter millinery and costs, and inspection at their show room is invited. Attention is drawn to the firm's special advertisement on page 2 of this morning's issue.: [985, 1755, 1106, 1803]
news-item: The Masterton Borough Council will meet on Tuesday evening next to consider the revision of the salaries of its staff, and to also go into the question of the revision of the rentals of the municipal halls.: [985, 1139, 1106, 1179]
plumbing-ad: [426, 658, 552, 793]
article-paragraph: WHOLE day parades will be held on the To Ore Ore Rifle Range on Thursday and Saturday next, March 25 and 27, 1920. All Territorials are warned to attend one or the other of these parades for the purpose of firing their Annual Musketry Course. Fall in on Range 9 a.m. Parade will be dismissed about 3 p.m.: [709, 98, 843, 154]
sanitary-plumber-ad: [295, 990, 412, 1065]
ad-title: THE GREYTOWN HOTEL.: [90, 591, 204, 602]
ad-body: PIANOFORTE AND ORGAN TUNER AND REPAIRER. (Late Ten Years McLeod & Young.) "BIRWAIN," CORNWALL STREET, MASTERTON. 'Phone 2431.: [567, 386, 694, 418]
page-header: [40, 18, 1100, 46]
ad-title: NEW ZEALAND MEAT PACKING AND BACON COMPANY. WELLINGTON.: [434, 237, 544, 253]
divider: [709, 270, 843, 271]
column-3: [420, 56, 557, 1466]
ad-kicker: GENERAL CARRYING.: [320, 309, 387, 317]
ad-title: Jones & Joyce,: [312, 454, 395, 470]
ad-signature: McDOUGALL'S & MURTON'S DIP, ELMHURST TEA, UNION ASSURANCE SOCIETY. Your Enquiries Solicited. A. T. SPAIN ············ MANAGER.: [433, 399, 545, 431]
ad-title: S. A. Mills,: [323, 580, 384, 596]
ad-body: GENERAL CARRIER, 87 VILLA STREET, MASTERTON. Begs to announce that he has purchased a motor lorry of 3½ tons capacity, and is prepared to undertake carrying to and from any part of the district. SPECIAL PROVISION will be made for the conveyance of STUD STOCK, FURNITURE, ETC.: [295, 823, 412, 887]
card-frasi: [566, 649, 695, 730]
ad-body: MOTORISTS! "Inland" spiral-cut leakproof piston rings increase the power of your engine, reduce petrol and oil consumption, prevent spark plugs from "sooting up," cause compression. Insist on "Inlands."—Manning Machinery Co., 5 Bedford Row, Christchurch.: [426, 796, 552, 844]
ad-title: F. B. Gray,: [323, 318, 384, 334]
ad-body: £5 15/- will buy any man as good a suit as he can put on his back. GREAT EASTER VALUE! There is a big selection to choose from—the best box suits that are made. All beautifully tailored from first-class materials, scientifically cut and designed, in SIZES TO FIT ALL FIGURES! It is positively ridiculous to pay more when you can get such splendid suits at: [18, 90, 276, 122]
news-item: Mr. W. C. Ball, draper, Carterton, inserts a change advertisement. Reward offered for recovery of a sheep dog lost from Hogg Crescent. A dance will be held in the Tinui Hall on Friday evening in aid of the school funds.: [985, 1525, 1106, 1573]
news-item: A big Morman conference will take place at the Maori Pah, Tahoraite during the first week in April and preparations towards this event are now in progress. It is expected that the number who will attend will approximate 1000, and prominent members of the order are expected to arrive in the Dominion this week to attend the gathering. Two huge marquees are being erected to accommodate the visitors.: [985, 835, 1106, 907]
card-pragnell: [566, 253, 695, 310]
ad-title: Firewood: [327, 898, 380, 914]
ad-title: Hotel Cecil,: [104, 382, 190, 402]
section-heading: THE ROYAL VISIT.: [857, 871, 971, 884]
ad-body: INSURE WITH THE YORKSHIRE INSURANCE CO. FUNDS EXCEED ........ £3,000,000 Risks cover Fire, Employers' Liability, Motor Cars, Live Stock, etc. Local Agent:: [20, 275, 274, 291]
section-heading: THE RAILWAY MANDATE.: [857, 728, 971, 741]
news-item: The Mokoia, on which are the members of the New Zealand Parliamentary party which has toured the Pacific Islands, is due at Auckland at daybreak on Friday.: [985, 1223, 1106, 1255]
ad-price: £5 15/- ····· OUR SPECIAL EASTER PRICE ····· £5 15/-: [37, 124, 257, 135]
editorial-kicker: THE: [767, 275, 785, 281]
wallpaper-ad: [426, 56, 552, 147]
ad-body: FUNERAL FURNISHER AND DIRECTOR. PICTURES MOUNTED AND FRAMED. Funerals Conducted with Either MOTOR FUNERAL CAR or Horse Hearse. Funerals at Any Distance Arranged For. Address: CHURCH STREET. 'Phones: Business 1433. Residence 1434.: [295, 243, 412, 299]
